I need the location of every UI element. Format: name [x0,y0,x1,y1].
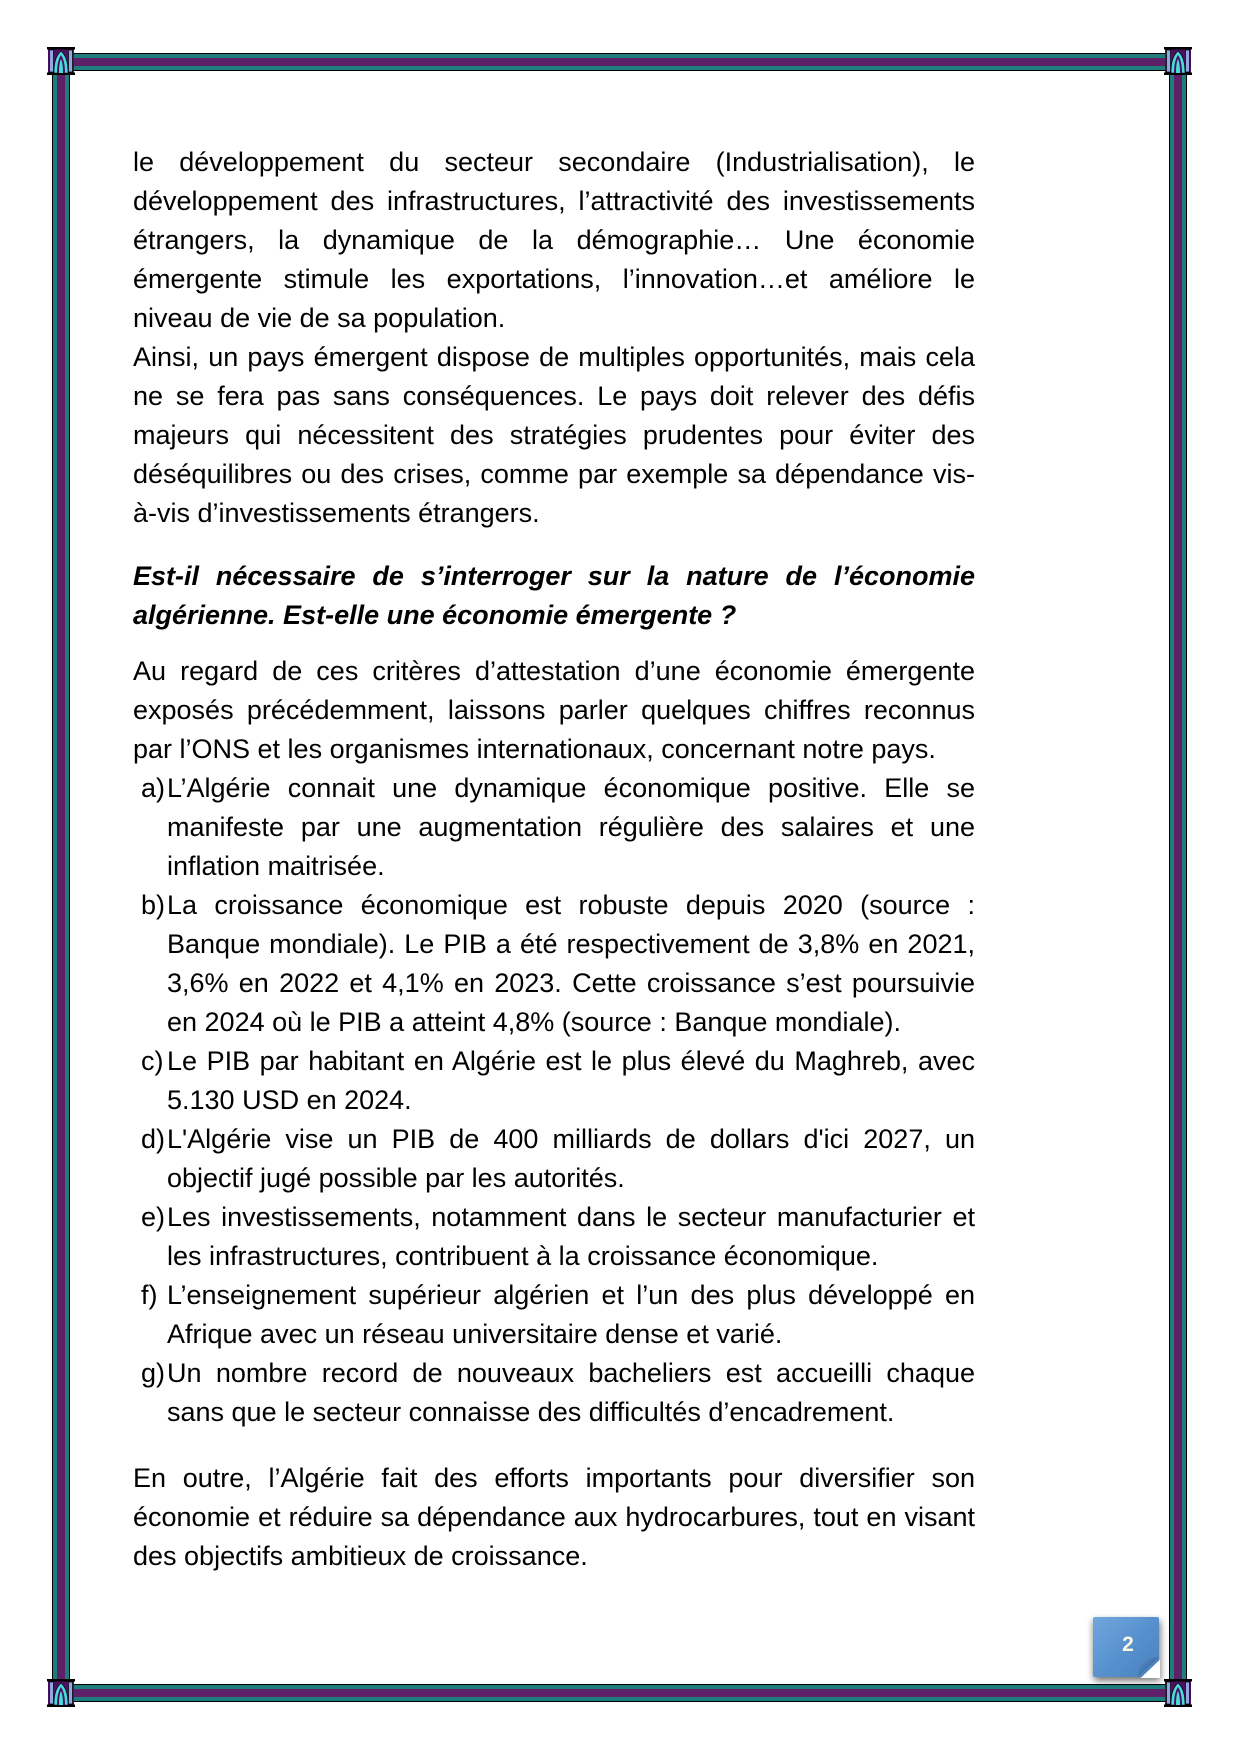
list-marker: e) [141,1202,166,1232]
section-heading-algerian-economy-question: Est-il nécessaire de s’interroger sur la nature de l’économie algérienne. Est-elle une économie émergente ? [133,561,975,630]
list-item-text: Un nombre record de nouveaux bacheliers est accueilli chaque sans que le secteur connaisse des difficultés d’encadrement. [167,1358,975,1427]
list-item [133,769,975,886]
list-item [133,1120,975,1198]
border-left-bar [52,61,70,1693]
paragraph-secondary-sector: le développement du secteur secondaire (Industrialisation), le développement des infrastructures, l’attractivité des investissements étrangers, la dynamique de la démographie… Une économie émergente stimule les exportations, l’innovation…et améliore le niveau de vie de sa population. [133,147,975,333]
list-marker: g) [141,1358,166,1388]
list-item [133,1354,975,1432]
list-item [133,1042,975,1120]
page-number: 2 [1122,1633,1134,1656]
page-number-badge [1093,1617,1159,1677]
list-item-text: L'Algérie vise un PIB de 400 milliards de dollars d'ici 2027, un objectif jugé possible par les autorités. [167,1124,975,1193]
arch-corner-ornament-icon [47,47,75,75]
list-item [133,886,975,1042]
list-marker: d) [141,1124,166,1154]
border-top-bar [61,53,1178,71]
arch-corner-ornament-icon [47,1679,75,1707]
list-item [133,1198,975,1276]
list-marker: c) [141,1046,164,1076]
list-marker: b) [141,890,166,920]
list-marker: a) [141,773,166,803]
list-item-text: L’Algérie connait une dynamique économique positive. Elle se manifeste par une augmentation régulière des salaires et une inflation maitrisée. [167,773,975,881]
list-item-text: L’enseignement supérieur algérien et l’un des plus développé en Afrique avec un réseau universitaire dense et varié. [167,1280,975,1349]
list-marker: f) [141,1280,158,1310]
lettered-list [133,769,975,1432]
border-right-bar [1169,61,1187,1693]
list-item-text: Les investissements, notamment dans le secteur manufacturier et les infrastructures, contribuent à la croissance économique. [167,1202,975,1271]
arch-corner-ornament-icon [1164,47,1192,75]
arch-corner-ornament-icon [1164,1679,1192,1707]
paragraph-intro-criteria: Au regard de ces critères d’attestation d’une économie émergente exposés précédemment, laissons parler quelques chiffres reconnus par l’ONS et les organismes internationaux, concernant notre pays. [133,656,975,764]
list-item [133,1276,975,1354]
list-item-text: La croissance économique est robuste depuis 2020 (source : Banque mondiale). Le PIB a été respectivement de 3,8% en 2021, 3,6% en 2022 et 4,1% en 2023. Cette croissance s’est poursuivie en 2024 où le PIB a atteint 4,8% (source : Banque mondiale). [167,890,975,1037]
paragraph-emerging-country-challenges: Ainsi, un pays émergent dispose de multiples opportunités, mais cela ne se fera pas sans conséquences. Le pays doit relever des défis majeurs qui nécessitent des stratégies prudentes pour éviter des déséquilibres ou des crises, comme par exemple sa dépendance vis-à-vis d’investissements étrangers. [133,342,975,528]
border-bottom-bar [61,1684,1178,1702]
list-item-text: Le PIB par habitant en Algérie est le plus élevé du Maghreb, avec 5.130 USD en 2024. [167,1046,975,1115]
paragraph-closing-diversification: En outre, l’Algérie fait des efforts importants pour diversifier son économie et réduire sa dépendance aux hydrocarbures, tout en visant des objectifs ambitieux de croissance. [133,1463,975,1571]
document-body [133,143,975,1576]
